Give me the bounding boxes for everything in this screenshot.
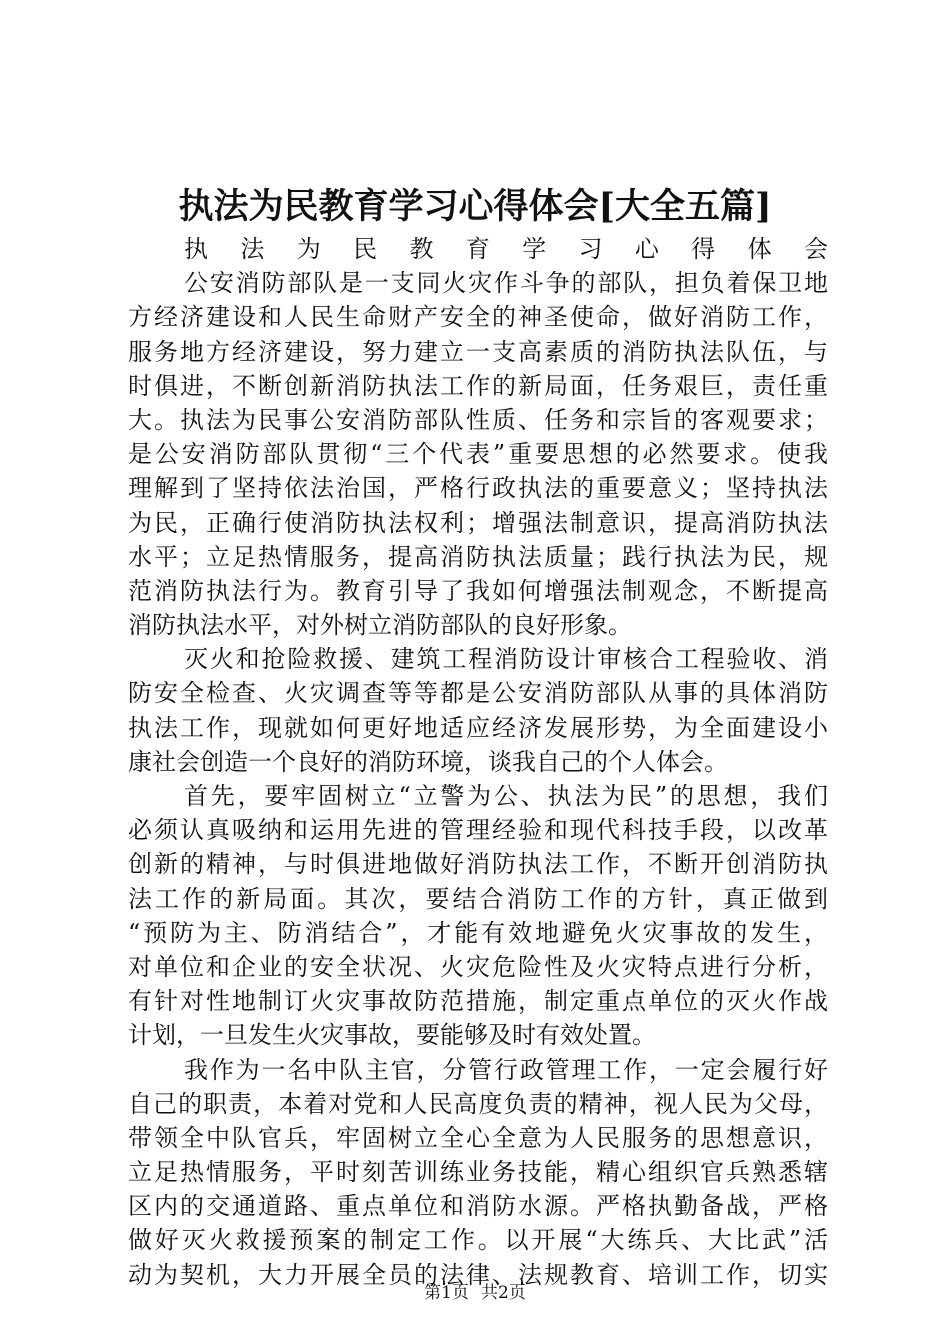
subtitle-line: 执法为民教育学习心得体会 (184, 235, 828, 263)
text-line: 理解到了坚持依法治国，严格行政执法的重要意义；坚持执法 (128, 474, 828, 503)
text-line: 带领全中队官兵，牢固树立全心全意为人民服务的思想意识， (128, 1123, 828, 1152)
page-number-current: 第1页 (424, 1283, 469, 1303)
text-line: 大。执法为民事公安消防部队性质、任务和宗旨的客观要求； (128, 405, 828, 434)
text-line: 有针对性地制订火灾事故防范措施，制定重点单位的灭火作战 (128, 987, 828, 1016)
text-line: 我作为一名中队主官，分管行政管理工作，一定会履行好 (184, 1055, 828, 1084)
text-line: 动为契机，大力开展全员的法律、法规教育、培训工作，切实 (128, 1260, 828, 1289)
text-line: “预防为主、防消结合”，才能有效地避免火灾事故的发生， (128, 918, 828, 947)
text-line: 首先，要牢固树立“立警为公、执法为民”的思想，我们 (184, 782, 828, 810)
text-line: 灭火和抢险救援、建筑工程消防设计审核合工程验收、消 (184, 645, 828, 674)
document-title: 执法为民教育学习心得体会[大全五篇] (178, 186, 772, 227)
text-line: 计划，一旦发生火灾事故，要能够及时有效处置。 (128, 1021, 656, 1050)
text-line: 对单位和企业的安全状况、火灾危险性及火灾特点进行分析， (128, 952, 828, 981)
text-line: 消防执法水平，对外树立消防部队的良好形象。 (128, 611, 632, 640)
text-line: 康社会创造一个良好的消防环境，谈我自己的个人体会。 (128, 747, 728, 776)
text-line: 时俱进，不断创新消防执法工作的新局面，任务艰巨，责任重 (128, 371, 828, 400)
text-line: 做好灭火救援预案的制定工作。以开展“大练兵、大比武”活 (128, 1226, 828, 1255)
text-line: 立足热情服务，平时刻苦训练业务技能，精心组织官兵熟悉辖 (128, 1158, 828, 1187)
text-line: 服务地方经济建设，努力建立一支高素质的消防执法队伍，与 (128, 337, 828, 366)
text-line: 为民，正确行使消防执法权利；增强法制意识，提高消防执法 (128, 508, 828, 537)
text-line: 防安全检查、火灾调查等等都是公安消防部队从事的具体消防 (128, 679, 828, 708)
text-line: 方经济建设和人民生命财产安全的神圣使命，做好消防工作， (128, 303, 828, 332)
text-line: 必须认真吸纳和运用先进的管理经验和现代科技手段，以改革 (128, 816, 828, 845)
text-line: 水平；立足热情服务，提高消防执法质量；践行执法为民，规 (128, 542, 828, 571)
text-line: 是公安消防部队贯彻“三个代表”重要思想的必然要求。使我 (128, 440, 828, 469)
text-line: 创新的精神，与时俱进地做好消防执法工作，不断开创消防执 (128, 850, 828, 879)
document-body (128, 232, 828, 1292)
body-lines (128, 266, 828, 1292)
text-line: 区内的交通道路、重点单位和消防水源。严格执勤备战，严格 (128, 1192, 828, 1221)
text-line: 法工作的新局面。其次，要结合消防工作的方针，真正做到 (128, 884, 828, 913)
text-line: 范消防执法行为。教育引导了我如何增强法制观念，不断提高 (128, 576, 828, 605)
page-footer (0, 1281, 950, 1305)
page-number-total: 共2页 (481, 1283, 526, 1303)
text-line: 自己的职责，本着对党和人民高度负责的精神，视人民为父母， (128, 1089, 828, 1118)
text-line: 公安消防部队是一支同火灾作斗争的部队，担负着保卫地 (184, 269, 828, 298)
text-line: 执法工作，现就如何更好地适应经济发展形势，为全面建设小 (128, 713, 828, 742)
